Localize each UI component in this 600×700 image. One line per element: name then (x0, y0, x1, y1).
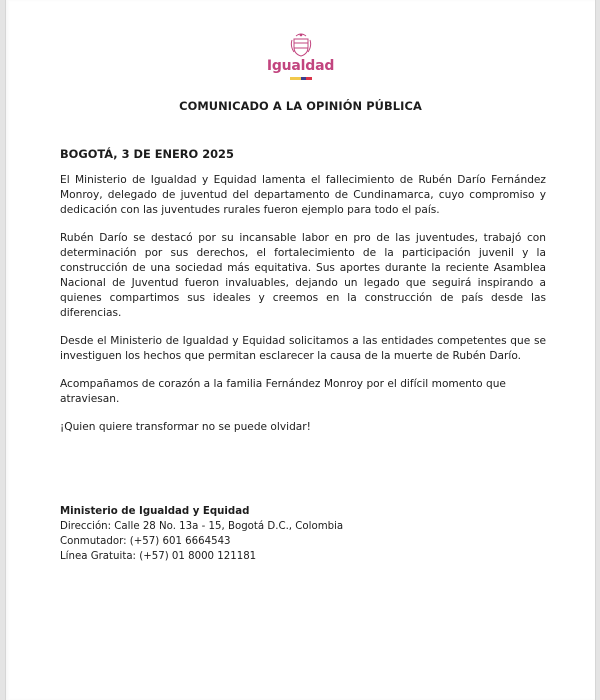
document-title: COMUNICADO A LA OPINIÓN PÚBLICA (179, 99, 422, 113)
paragraph: El Ministerio de Igualdad y Equidad lamenta el fallecimiento de Rubén Darío Fernández Monroy, delegado de juventud del departamento de Cundinamarca, cuyo compromiso y dedicación con las juventudes rurales fueron ejemplo para todo el país. (60, 174, 546, 216)
closing-slogan: ¡Quien quiere transformar no se puede olvidar! (60, 421, 311, 433)
paragraph: Desde el Ministerio de Igualdad y Equidad solicitamos a las entidades competentes que se investiguen los hechos que permitan esclarecer la causa de la muerte de Rubén Darío. (60, 335, 546, 362)
footer-switchboard: Conmutador: (+57) 601 6664543 (60, 536, 231, 547)
flag-red (306, 77, 312, 80)
flag-yellow (290, 77, 301, 80)
document-body (60, 147, 546, 448)
contact-footer (60, 504, 343, 564)
paragraph: Acompañamos de corazón a la familia Fernández Monroy por el difícil momento que atraviesan. (60, 378, 506, 405)
dateline: BOGOTÁ, 3 DE ENERO 2025 (60, 147, 234, 161)
paragraph: Rubén Darío se destacó por su incansable labor en pro de las juventudes, trabajó con determinación por sus derechos, el fortalecimiento de la participación juvenil y la construcción de una sociedad más equitativa. Sus aportes durante la reciente Asamblea Nacional de Juventud fueron invaluables, dejando un legado que seguirá inspirando a quienes compartimos sus ideales y creemos en la construcción de país desde las diferencias. (60, 232, 546, 319)
footer-toll-free: Línea Gratuita: (+57) 01 8000 121181 (60, 551, 257, 562)
logo-wordmark: Igualdad (266, 58, 335, 74)
colombia-coat-of-arms-icon (290, 32, 312, 58)
flag-stripe (290, 77, 312, 80)
ministry-logo (6, 32, 595, 80)
footer-organization: Ministerio de Igualdad y Equidad (60, 506, 250, 517)
footer-address: Dirección: Calle 28 No. 13a - 15, Bogotá D.C., Colombia (60, 521, 344, 532)
document-page (5, 0, 596, 700)
